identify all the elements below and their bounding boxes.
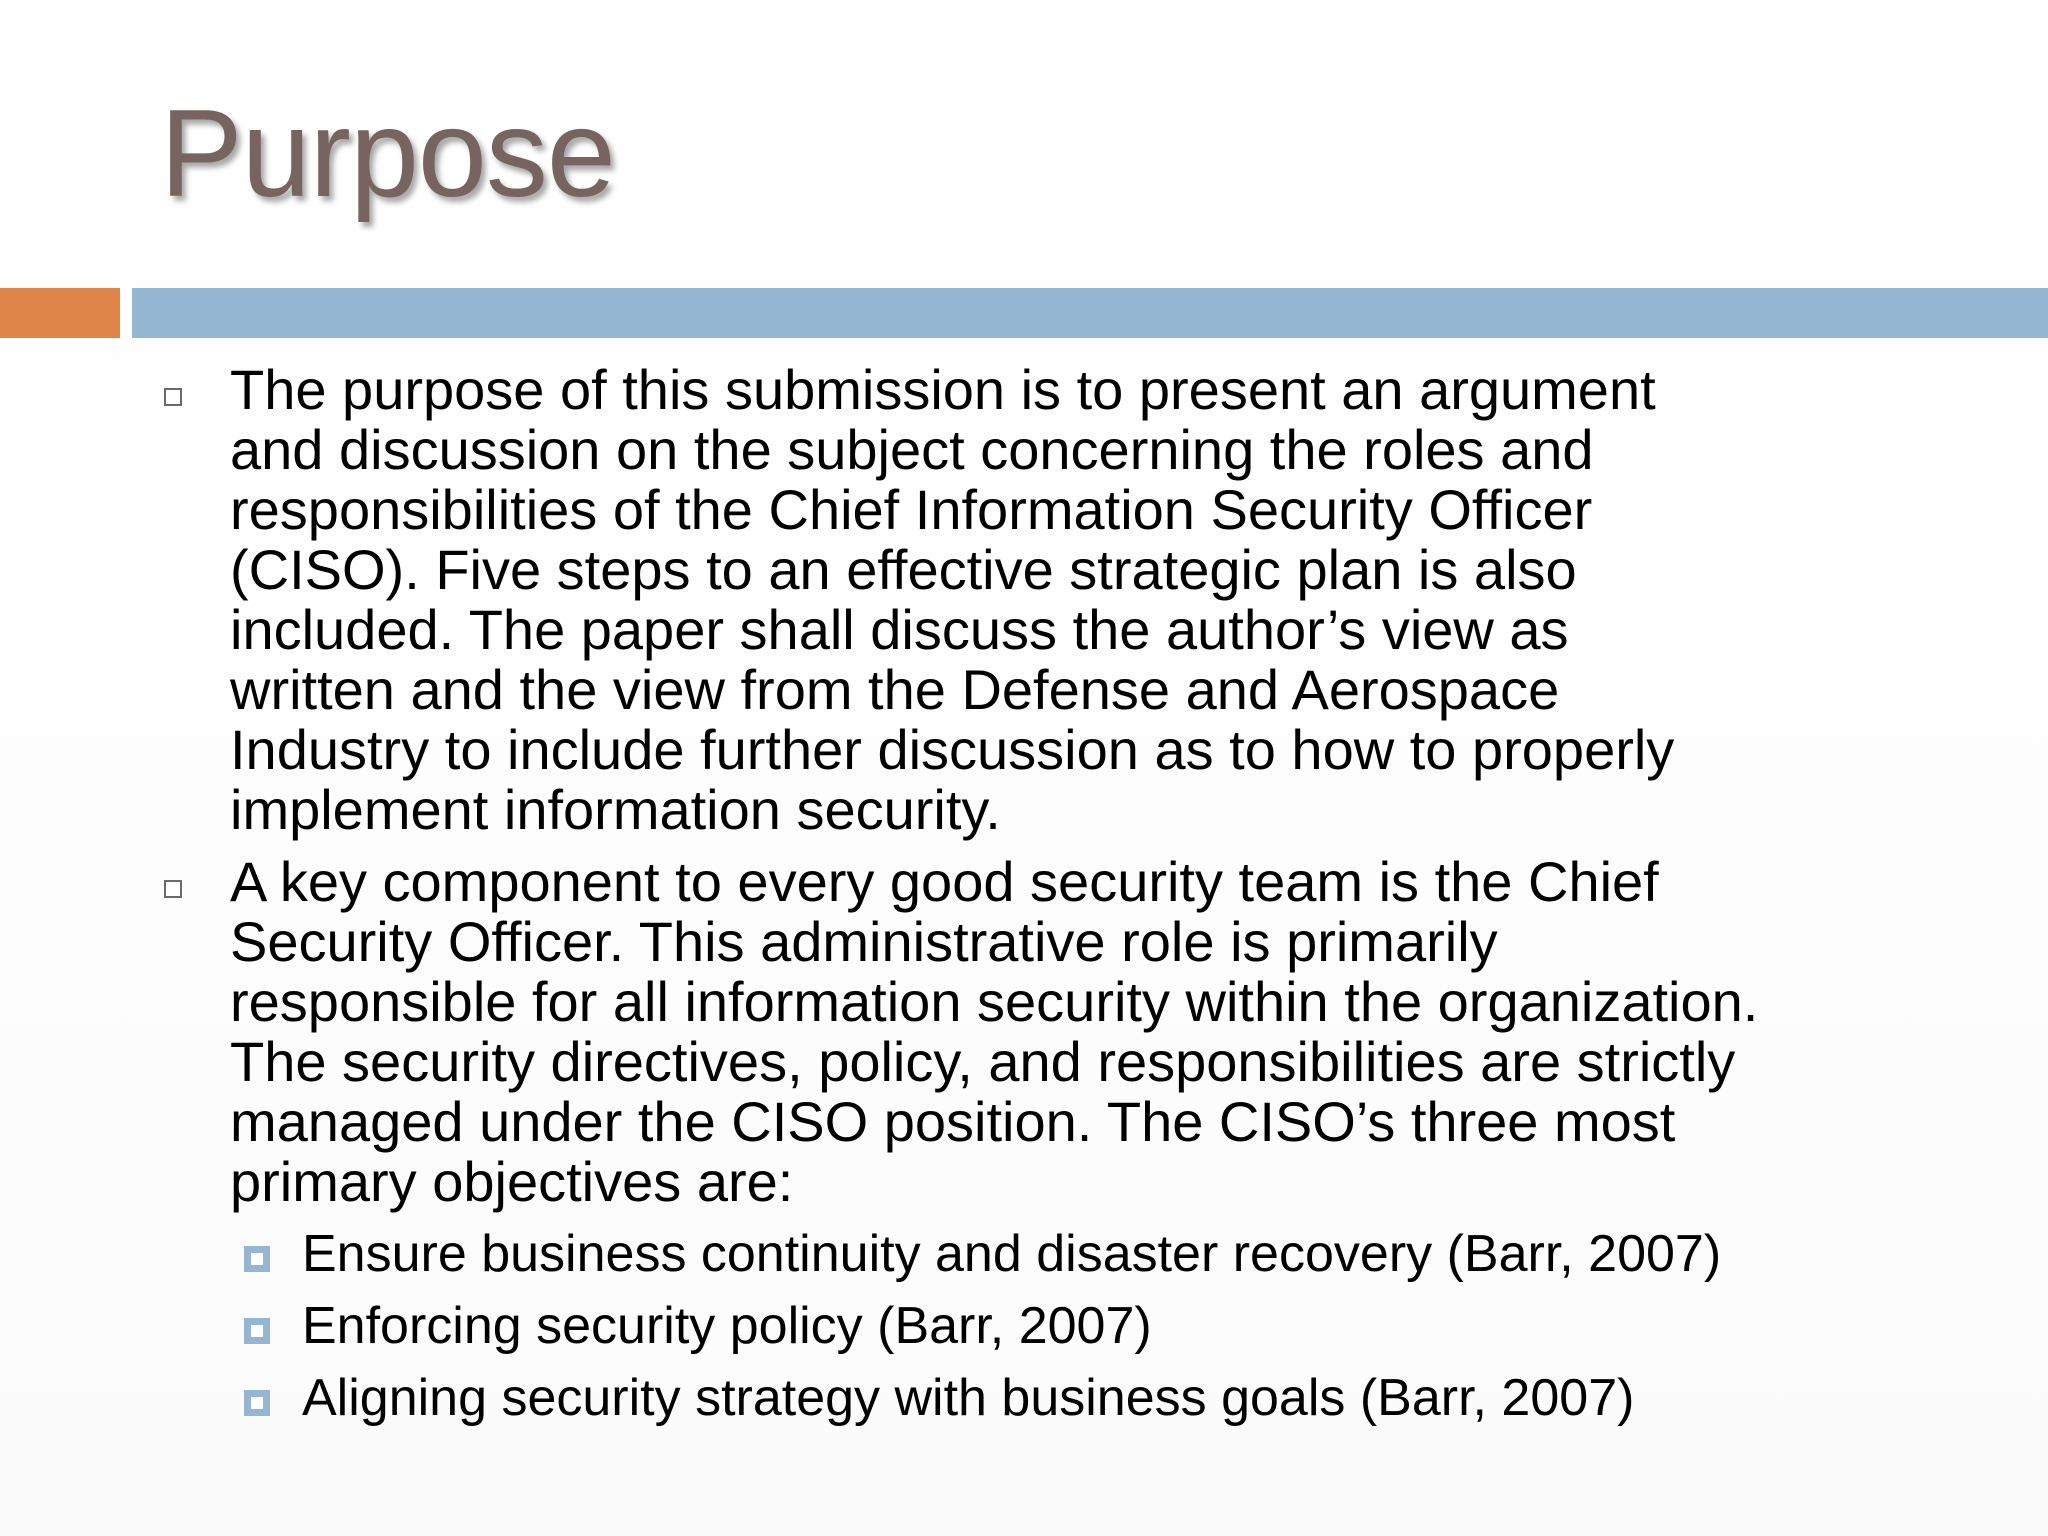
accent-bar-orange <box>0 288 120 338</box>
sub-bullet-item <box>160 1296 1960 1356</box>
bullet-text: A key component to every good security team is the Chief Security Officer. This administrative role is primarily responsible for all information security within the organization. The security directives, policy, and responsibilities are strictly managed under the CISO position. The CISO’s three most primary objectives are: <box>230 850 1759 1213</box>
sub-bullet-item <box>160 1368 1960 1428</box>
slide-body <box>160 360 1960 1440</box>
bullet-text: The purpose of this submission is to present an argument and discussion on the subject concerning the roles and responsibilities of the Chief Information Security Officer (CISO). Five steps to an effective strategic plan is also included. The paper shall discuss the author’s view as written and the view from the Defense and Aerospace Industry to include further discussion as to how to properly implement information security. <box>230 358 1675 841</box>
filled-square-bullet-icon <box>244 1390 270 1416</box>
sub-bullet-text: Enforcing security policy (Barr, 2007) <box>302 1297 1152 1355</box>
square-bullet-icon <box>164 388 182 406</box>
accent-bar-blue <box>132 288 2048 338</box>
slide-title: Purpose <box>160 85 615 223</box>
sub-bullet-list <box>160 1224 1960 1428</box>
sub-bullet-text: Aligning security strategy with business goals (Barr, 2007) <box>302 1369 1635 1427</box>
bullet-item <box>160 852 1960 1428</box>
sub-bullet-text: Ensure business continuity and disaster recovery (Barr, 2007) <box>302 1225 1722 1283</box>
sub-bullet-item <box>160 1224 1960 1284</box>
square-bullet-icon <box>164 880 182 898</box>
bullet-item <box>160 360 1960 840</box>
filled-square-bullet-icon <box>244 1318 270 1344</box>
filled-square-bullet-icon <box>244 1246 270 1272</box>
